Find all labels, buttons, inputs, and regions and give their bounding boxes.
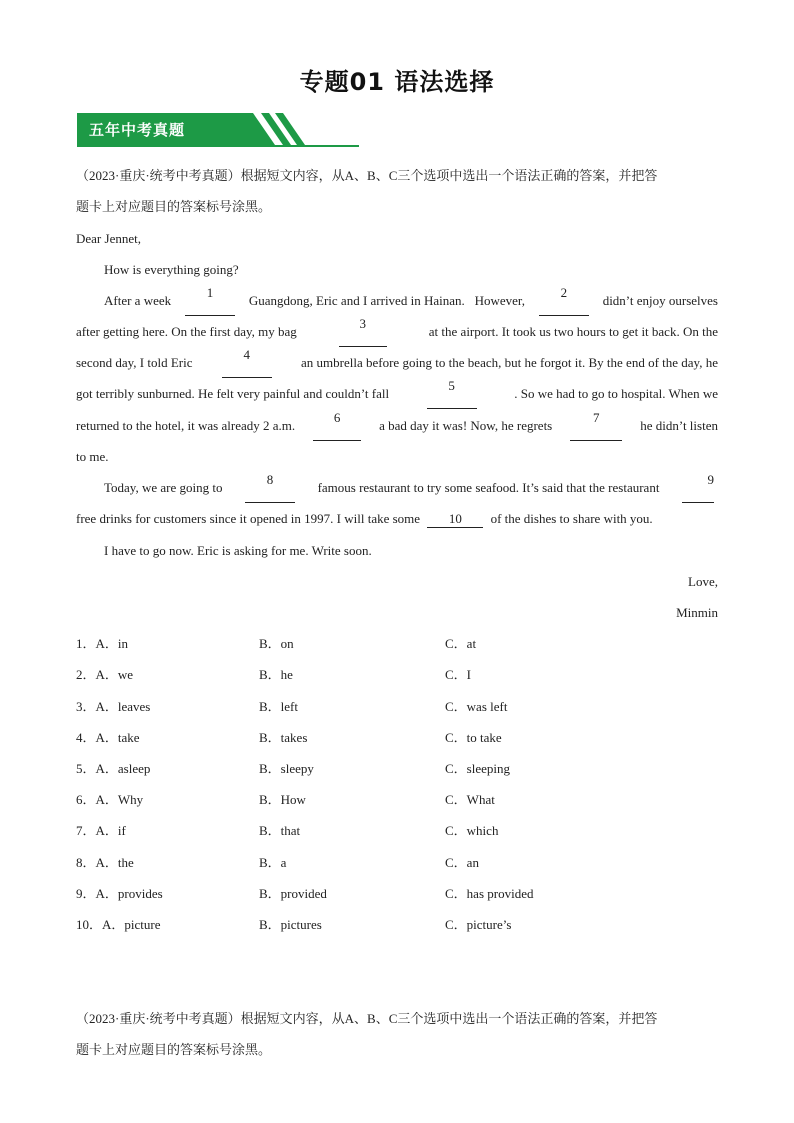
letter-line-end: to me. xyxy=(76,449,109,464)
letter-greeting: Dear Jennet, xyxy=(76,231,141,246)
option-b: B．a xyxy=(259,855,287,870)
letter-text: didn’t enjoy ourselves xyxy=(602,293,718,308)
letter-signature: Minmin xyxy=(676,605,718,620)
option-c: C．an xyxy=(445,855,479,870)
option-b: B．that xyxy=(259,823,301,838)
blank-8: 8 xyxy=(245,472,295,503)
letter-text: returned to the hotel, it was already 2 a.m. xyxy=(76,418,296,433)
section-label: 五年中考真题 xyxy=(89,121,186,139)
section-banner xyxy=(77,113,359,147)
option-b: B．sleepy xyxy=(259,761,314,776)
letter-text: . So we had to go to hospital. When we xyxy=(514,386,718,401)
letter-line xyxy=(76,410,718,441)
option-c: C．was left xyxy=(445,699,508,714)
intro2-line-2: 题卡上对应题目的答案标号涂黑。 xyxy=(76,1042,272,1057)
option-c: C．What xyxy=(445,792,495,807)
option-a: 2．A．we xyxy=(76,667,134,682)
option-a: 1．A．in xyxy=(76,636,129,651)
letter-line xyxy=(76,378,718,409)
option-a: 5．A．asleep xyxy=(76,761,151,776)
letter-text: an umbrella before going to the beach, but he forgot it. By the end of the day, he xyxy=(301,355,718,370)
option-c: C．sleeping xyxy=(445,761,510,776)
option-a: 4．A．take xyxy=(76,730,140,745)
letter-text: second day, I told Eric xyxy=(76,355,193,370)
letter-text: Guangdong, Eric and I arrived in Hainan. xyxy=(248,293,465,308)
option-c: C．I xyxy=(445,667,472,682)
blank-3: 3 xyxy=(339,316,387,347)
option-b: B．he xyxy=(259,667,293,682)
option-row-4 xyxy=(76,722,716,753)
letter-line xyxy=(76,316,718,347)
blank-9: 9 xyxy=(682,472,714,503)
option-row-2 xyxy=(76,659,716,690)
intro-line-1: （2023·重庆·统考中考真题）根据短文内容，从A、B、C三个选项中选出一个语法正确的答案，并把答 xyxy=(76,168,658,183)
letter-text: Today, we are going to xyxy=(104,480,223,495)
option-row-7 xyxy=(76,815,716,846)
option-a: 3．A．leaves xyxy=(76,699,151,714)
option-c: C．to take xyxy=(445,730,502,745)
option-c: C．which xyxy=(445,823,499,838)
blank-5: 5 xyxy=(427,378,477,409)
option-a: 7．A．if xyxy=(76,823,126,838)
blank-2: 2 xyxy=(539,285,589,316)
letter-text: of the dishes to share with you. xyxy=(490,511,653,526)
option-row-9 xyxy=(76,878,716,909)
option-a: 10．A．picture xyxy=(76,917,161,932)
option-row-6 xyxy=(76,784,716,815)
option-row-8 xyxy=(76,847,716,878)
blank-10: 10 xyxy=(427,511,483,528)
option-b: B．provided xyxy=(259,886,327,901)
section-underline xyxy=(77,145,359,147)
option-row-5 xyxy=(76,753,716,784)
letter-line xyxy=(104,285,718,316)
letter-paragraph-4: I have to go now. Eric is asking for me. Write soon. xyxy=(104,543,372,558)
letter-text: famous restaurant to try some seafood. It’s said that the restaurant xyxy=(317,480,660,495)
option-c: C．picture’s xyxy=(445,917,512,932)
option-b: B．takes xyxy=(259,730,308,745)
letter-line xyxy=(76,503,718,534)
option-row-3 xyxy=(76,691,716,722)
letter-text: he didn’t listen xyxy=(640,418,718,433)
option-b: B．pictures xyxy=(259,917,322,932)
option-row-10 xyxy=(76,909,716,940)
letter-text: However, xyxy=(474,293,525,308)
page-title: 专题01 语法选择 xyxy=(299,68,495,96)
letter-text: After a week xyxy=(104,293,172,308)
letter-paragraph-1: How is everything going? xyxy=(104,262,239,277)
letter-text: at the airport. It took us two hours to get it back. On the xyxy=(428,324,718,339)
intro2-line-1: （2023·重庆·统考中考真题）根据短文内容，从A、B、C三个选项中选出一个语法正确的答案，并把答 xyxy=(76,1011,658,1026)
option-c: C．has provided xyxy=(445,886,534,901)
intro-line-2: 题卡上对应题目的答案标号涂黑。 xyxy=(76,199,272,214)
letter-closing: Love, xyxy=(688,574,718,589)
letter-line xyxy=(104,472,718,503)
option-a: 9．A．provides xyxy=(76,886,163,901)
option-a: 8．A．the xyxy=(76,855,134,870)
letter-text: free drinks for customers since it opened in 1997. I will take some xyxy=(76,511,421,526)
blank-6: 6 xyxy=(313,410,361,441)
option-row-1 xyxy=(76,628,716,659)
banner-stripes-decoration xyxy=(217,113,337,147)
blank-7: 7 xyxy=(570,410,622,441)
letter-text: got terribly sunburned. He felt very painful and couldn’t fall xyxy=(76,386,390,401)
blank-4: 4 xyxy=(222,347,272,378)
letter-text: a bad day it was! Now, he regrets xyxy=(379,418,553,433)
option-a: 6．A．Why xyxy=(76,792,144,807)
blank-1: 1 xyxy=(185,285,235,316)
letter-line xyxy=(76,347,718,378)
option-c: C．at xyxy=(445,636,477,651)
letter-text: after getting here. On the first day, my bag xyxy=(76,324,297,339)
option-b: B．on xyxy=(259,636,294,651)
option-b: B．How xyxy=(259,792,306,807)
option-b: B．left xyxy=(259,699,298,714)
